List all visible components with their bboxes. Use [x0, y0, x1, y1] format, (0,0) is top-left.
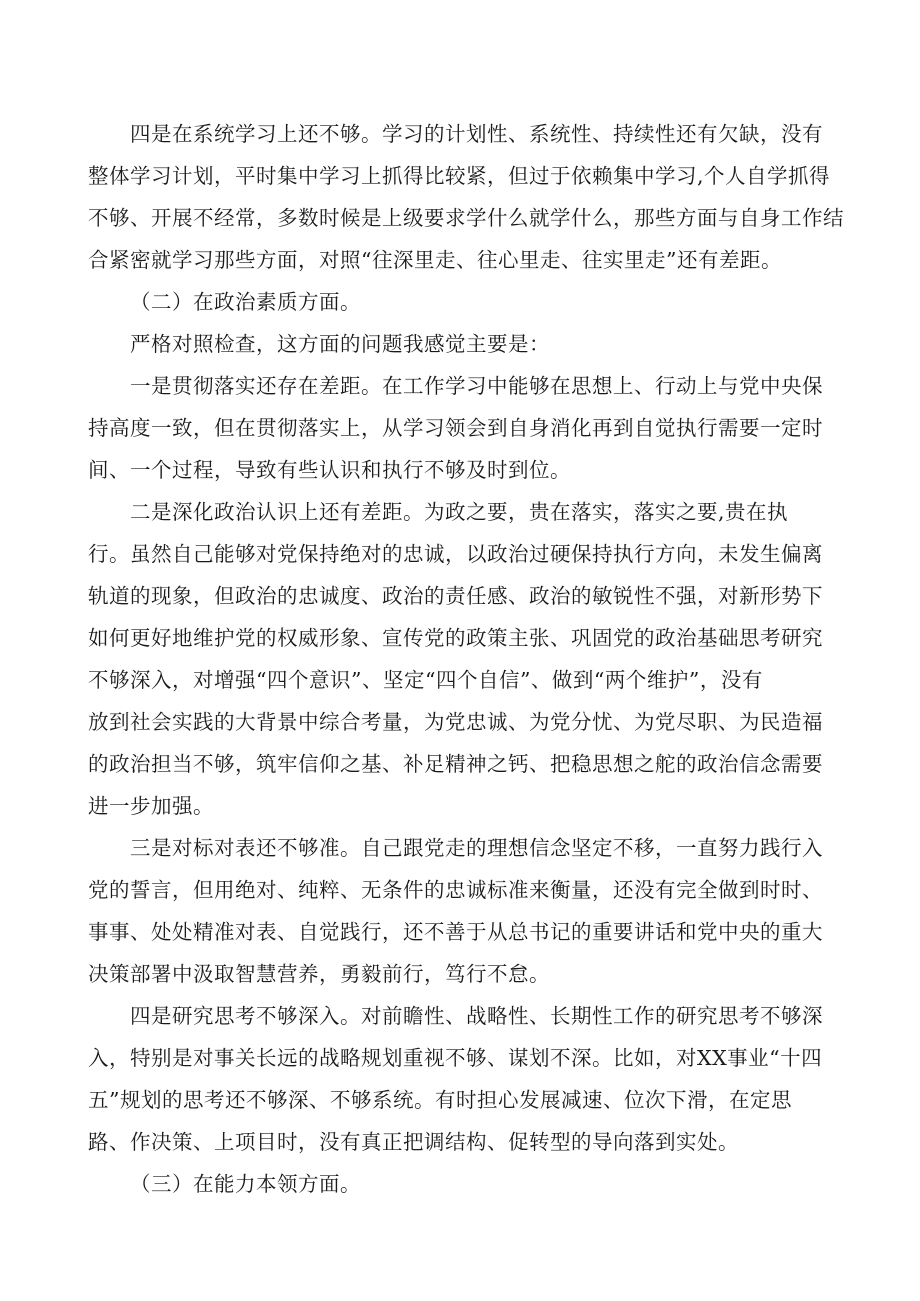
section-heading: （三）在能力本领方面。: [130, 1172, 361, 1196]
text-line: 持高度一致，但在贯彻落实上，从学习领会到自身消化再到自觉执行需要一定时: [88, 416, 823, 440]
text-line: 轨道的现象，但政治的忠诚度、政治的责任感、政治的敏锐性不强，对新形势下: [88, 584, 823, 608]
section-heading: （二）在政治素质方面。: [130, 290, 361, 314]
text-line: 四是研究思考不够深入。对前瞻性、战略性、长期性工作的研究思考不够深: [130, 1004, 823, 1028]
text-line: 放到社会实践的大背景中综合考量，为党忠诚、为党分忧、为党尽职、为民造福: [88, 710, 823, 734]
text-line: 三是对标对表还不够准。自己跟党走的理想信念坚定不移，一直努力践行入: [130, 836, 823, 860]
text-line: 不够深入，对增强“四个意识”、坚定“四个自信”、做到“两个维护”，没有: [88, 668, 763, 692]
text-line: 决策部署中汲取智慧营养，勇毅前行，笃行不怠。: [88, 962, 550, 986]
text-line: 事事、处处精准对表、自觉践行，还不善于从总书记的重要讲话和党中央的重大: [88, 920, 823, 944]
text-line: 四是在系统学习上还不够。学习的计划性、系统性、持续性还有欠缺，没有: [130, 122, 823, 146]
text-line: 的政治担当不够，筑牢信仰之基、补足精神之钙、把稳思想之舵的政治信念需要: [88, 752, 823, 776]
text-line: 五”规划的思考还不够深、不够系统。有时担心发展减速、位次下滑，在定思: [88, 1088, 792, 1112]
text-line: 一是贯彻落实还存在差距。在工作学习中能够在思想上、行动上与党中央保: [130, 374, 823, 398]
text-line: 党的誓言，但用绝对、纯粹、无条件的忠诚标准来衡量，还没有完全做到时时、: [88, 878, 823, 902]
text-line: 严格对照检查，这方面的问题我感觉主要是：: [130, 332, 550, 356]
text-line: 路、作决策、上项目时，没有真正把调结构、促转型的导向落到实处。: [88, 1130, 739, 1154]
text-line: 二是深化政治认识上还有差距。为政之要，贵在落实，落实之要,贵在执: [130, 500, 789, 524]
text-line: 整体学习计划，平时集中学习上抓得比较紧，但过于依赖集中学习,个人自学抓得: [88, 164, 831, 188]
text-line: 合紧密就学习那些方面，对照“往深里走、往心里走、往实里走”还有差距。: [88, 248, 782, 272]
text-line: 行。虽然自己能够对党保持绝对的忠诚，以政治过硬保持执行方向，未发生偏离: [88, 542, 823, 566]
text-line: 不够、开展不经常，多数时候是上级要求学什么就学什么，那些方面与自身工作结: [88, 206, 844, 230]
text-line: 入，特别是对事关长远的战略规划重视不够、谋划不深。比如，对XX事业“十四: [88, 1046, 823, 1070]
text-line: 如何更好地维护党的权威形象、宣传党的政策主张、巩固党的政治基础思考研究: [88, 626, 823, 650]
text-line: 间、一个过程，导致有些认识和执行不够及时到位。: [88, 458, 571, 482]
text-line: 进一步加强。: [88, 794, 214, 818]
